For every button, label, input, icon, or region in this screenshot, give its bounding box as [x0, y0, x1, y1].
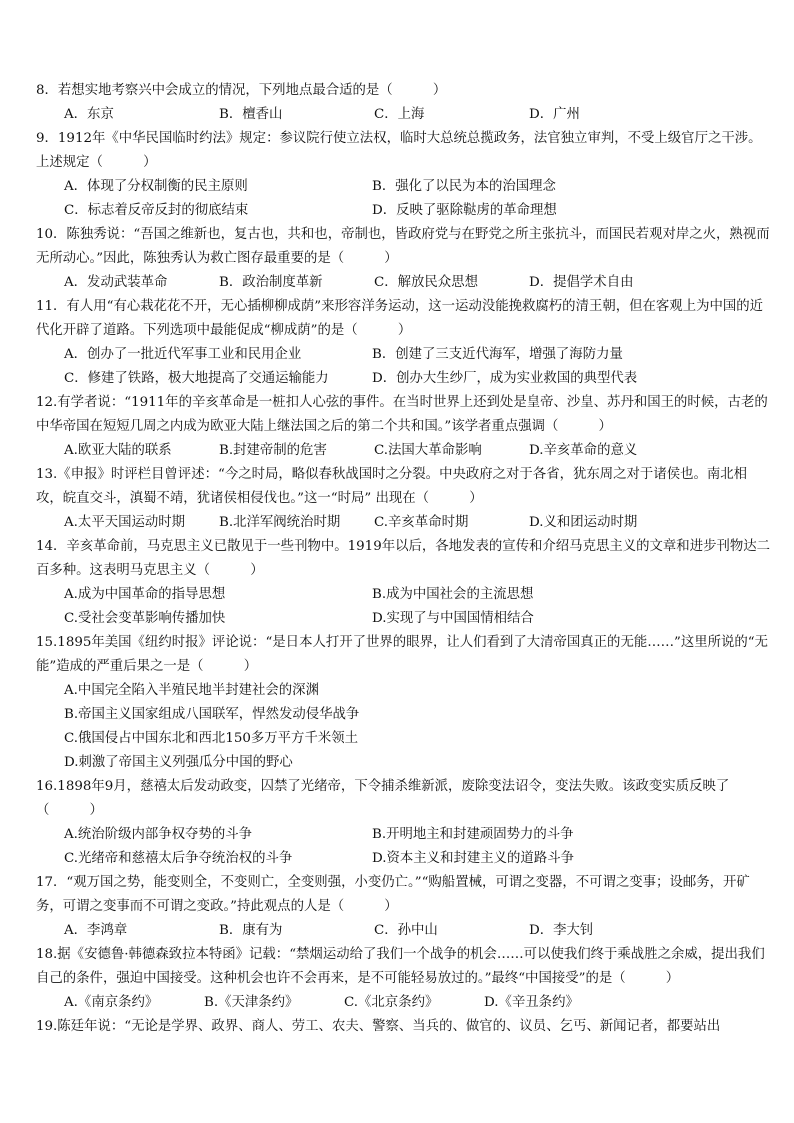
question-3 — [36, 295, 772, 391]
option-C: C.受社会变革影响传播加快 — [64, 611, 226, 626]
option-A: A.中国完全陷入半殖民地半封建社会的深渊 — [64, 683, 319, 698]
option-row — [36, 199, 772, 223]
option-row — [36, 823, 772, 847]
option-C: C．上海 — [374, 107, 425, 122]
exam-page — [36, 79, 772, 1039]
option-C: C．孙中山 — [374, 923, 438, 938]
option-D: D.实现了与中国国情相结合 — [372, 611, 534, 626]
option-row — [36, 439, 772, 463]
option-B: B.封建帝制的危害 — [219, 443, 327, 458]
option-A: A．东京 — [64, 107, 114, 122]
option-A: A.《南京条约》 — [64, 995, 159, 1010]
option-C: C．标志着反帝反封的彻底结束 — [64, 203, 249, 218]
option-C: C.光绪帝和慈禧太后争夺统治权的斗争 — [64, 851, 293, 866]
option-row — [36, 991, 772, 1015]
option-row — [36, 607, 772, 631]
question-stem: 8．若想实地考察兴中会成立的情况，下列地点最合适的是（ ） — [36, 83, 447, 98]
option-A: A．发动武装革命 — [64, 275, 168, 290]
option-row — [36, 343, 772, 367]
option-C: C．解放民众思想 — [374, 275, 478, 290]
option-row — [36, 367, 772, 391]
option-B: B.北洋军阀统治时期 — [219, 515, 341, 530]
option-D: D．李大钊 — [529, 923, 594, 938]
question-stem: 12.有学者说：“1911年的辛亥革命是一桩扣人心弦的事件。在当时世界上还到处是皇帝、沙皇、苏丹和国王的时候，古老的中华帝国在短短几周之内成为欧亚大陆上继法国之后的第二个共和国。”该学者重点强调（ ） — [36, 395, 768, 434]
question-stem: 9．1912年《中华民国临时约法》规定：参议院行使立法权，临时大总统总揽政务，法官独立审判，不受上级官厅之干涉。上述规定（ ） — [36, 131, 762, 170]
question-7 — [36, 631, 772, 775]
question-stem: 18.据《安德鲁·韩德森致拉本特函》记载：“禁烟运动给了我们一个战争的机会……可以使我们终于乘战胜之余威，提出我们自己的条件，强迫中国接受。这种机会也许不会再来，是不可能轻易放过的。”最终“中国接受”的是（ ） — [36, 947, 765, 986]
option-C: C.法国大革命影响 — [374, 443, 482, 458]
option-A: A.成为中国革命的指导思想 — [64, 587, 226, 602]
question-stem: 11．有人用“有心栽花花不开，无心插柳柳成荫”来形容洋务运动，这一运动没能挽救腐朽的清王朝，但在客观上为中国的近代化开辟了道路。下列选项中最能促成“柳成荫”的是（ ） — [36, 299, 764, 338]
option-B: B．康有为 — [219, 923, 283, 938]
option-D: D.义和团运动时期 — [529, 515, 638, 530]
option-D: D．创办大生纱厂，成为实业救国的典型代表 — [372, 371, 638, 386]
option-C: C.俄国侵占中国东北和西北150多万平方千米领土 — [64, 731, 359, 746]
question-8 — [36, 775, 772, 871]
option-C: C.辛亥革命时期 — [374, 515, 469, 530]
option-A: A．体现了分权制衡的民主原则 — [64, 179, 248, 194]
question-5 — [36, 463, 772, 535]
option-row — [36, 103, 772, 127]
option-C: C.《北京条约》 — [344, 995, 439, 1010]
question-1 — [36, 127, 772, 223]
option-row — [36, 679, 772, 775]
question-stem: 19.陈廷年说：“无论是学界、政界、商人、劳工、农夫、警察、当兵的、做官的、议员、乞丐、新闻记者，都要站出 — [36, 1019, 721, 1034]
option-D: D.《辛丑条约》 — [484, 995, 579, 1010]
question-6 — [36, 535, 772, 631]
question-0 — [36, 79, 772, 127]
option-A: A.太平天国运动时期 — [64, 515, 186, 530]
option-B: B.帝国主义国家组成八国联军，悍然发动侵华战争 — [64, 707, 360, 722]
option-D: D．广州 — [529, 107, 580, 122]
option-A: A．创办了一批近代军事工业和民用企业 — [64, 347, 302, 362]
option-C: C．修建了铁路，极大地提高了交通运输能力 — [64, 371, 329, 386]
question-4 — [36, 391, 772, 463]
option-B: B.《天津条约》 — [204, 995, 299, 1010]
option-D: D.辛亥革命的意义 — [529, 443, 638, 458]
option-B: B.成为中国社会的主流思想 — [372, 587, 534, 602]
question-10 — [36, 943, 772, 1015]
option-B: B．政治制度革新 — [219, 275, 323, 290]
question-stem: 15.1895年美国《纽约时报》评论说：“是日本人打开了世界的眼界，让人们看到了大清帝国真正的无能……”这里所说的“无能”造成的严重后果之一是（ ） — [36, 635, 769, 674]
option-row — [36, 919, 772, 943]
question-2 — [36, 223, 772, 295]
option-D: D.刺激了帝国主义列强瓜分中国的野心 — [64, 755, 293, 770]
question-9 — [36, 871, 772, 943]
question-stem: 17．“观万国之势，能变则全，不变则亡，全变则强，小变仍亡。”“购船置械，可谓之变器，不可谓之变事；设邮务，开矿务，可谓之变事而不可谓之变政。”持此观点的人是（ ） — [36, 875, 750, 914]
option-A: A.统治阶级内部争权夺势的斗争 — [64, 827, 253, 842]
question-11 — [36, 1015, 772, 1039]
option-row — [36, 271, 772, 295]
option-A: A.欧亚大陆的联系 — [64, 443, 172, 458]
option-row — [36, 583, 772, 607]
option-B: B.开明地主和封建顽固势力的斗争 — [372, 827, 574, 842]
option-B: B．创建了三支近代海军，增强了海防力量 — [372, 347, 623, 362]
option-row — [36, 175, 772, 199]
question-stem: 13.《申报》时评栏目曾评述：“今之时局，略似春秋战国时之分裂。中央政府之对于各省，犹东周之对于诸侯也。南北相攻，皖直交斗，滇蜀不靖，犹诸侯相侵伐也。”这一“时局” 出现在（ ） — [36, 467, 748, 506]
option-D: D．提倡学术自由 — [529, 275, 634, 290]
option-A: A．李鸿章 — [64, 923, 128, 938]
option-B: B．檀香山 — [219, 107, 283, 122]
option-row — [36, 847, 772, 871]
question-stem: 14．辛亥革命前，马克思主义已散见于一些刊物中。1919年以后，各地发表的宣传和介绍马克思主义的文章和进步刊物达二百多种。这表明马克思主义（ ） — [36, 539, 771, 578]
question-stem: 16.1898年9月，慈禧太后发动政变，囚禁了光绪帝，下令捕杀维新派，废除变法诏令，变法失败。该政变实质反映了（ ） — [36, 779, 730, 818]
option-B: B．强化了以民为本的治国理念 — [372, 179, 556, 194]
option-D: D.资本主义和封建主义的道路斗争 — [372, 851, 574, 866]
option-D: D．反映了驱除鞑虏的革命理想 — [372, 203, 557, 218]
option-row — [36, 511, 772, 535]
question-stem: 10．陈独秀说：“吾国之维新也，复古也，共和也，帝制也，皆政府党与在野党之所主张抗斗，而国民若观对岸之火，熟视而无所动心。”因此，陈独秀认为救亡图存最重要的是（ ） — [36, 227, 770, 266]
